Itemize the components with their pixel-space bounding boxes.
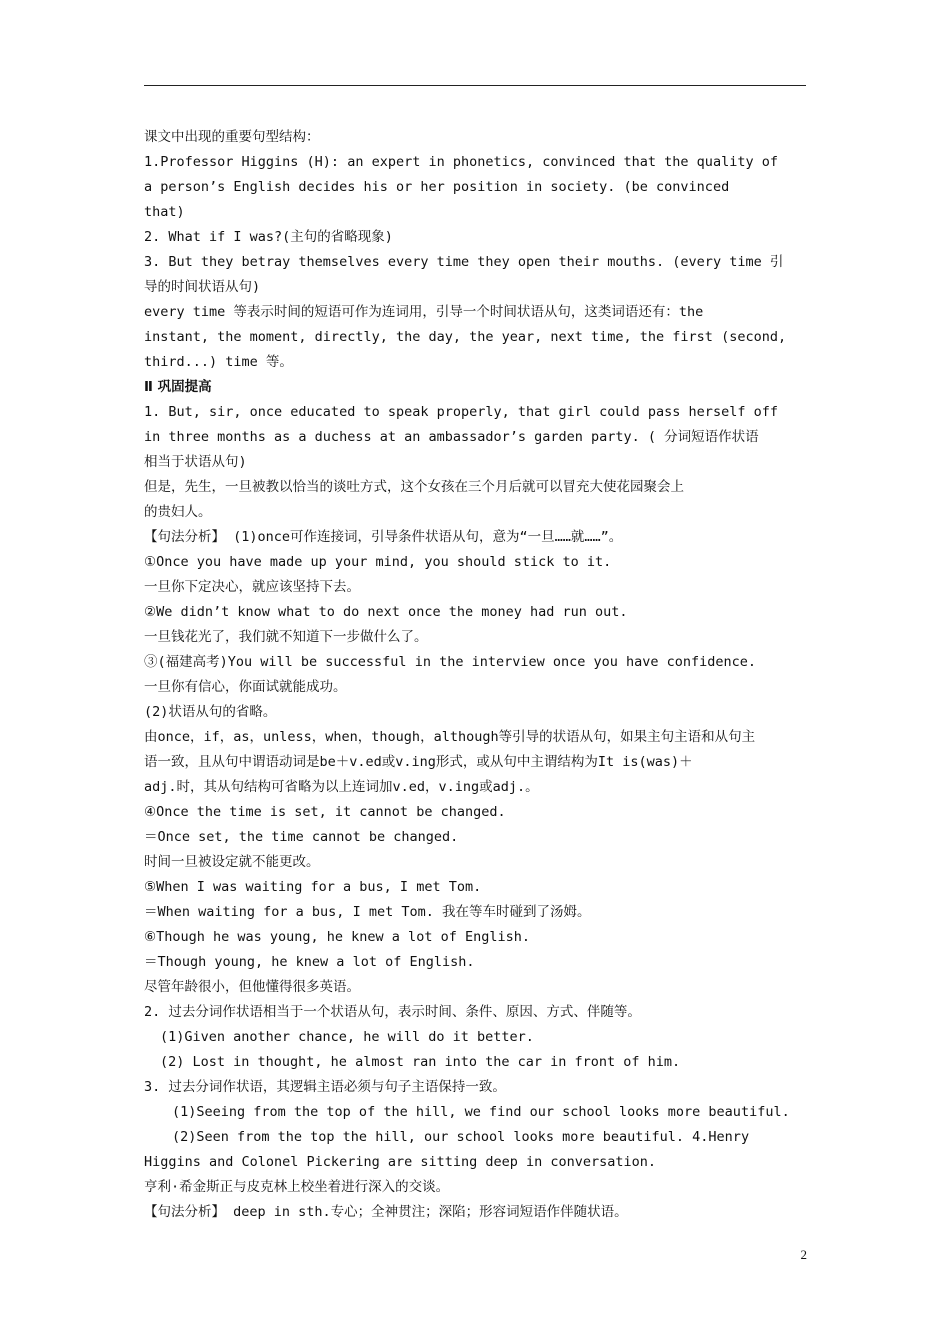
syntax-analysis: 【句法分析】 deep in sth.专心；全神贯注；深陷；形容词短语作伴随状语。	[144, 1204, 628, 1220]
example-translation: 尽管年龄很小，但他懂得很多英语。	[144, 979, 360, 995]
example-sentence: ＝When waiting for a bus, I met Tom. 我在等车时碰到了汤姆。	[144, 904, 591, 920]
text-line: 1. But, sir, once educated to speak properly, that girl could pass herself off	[144, 404, 778, 420]
text-line: instant, the moment, directly, the day, the year, next time, the first (second,	[144, 329, 787, 345]
example-sentence: ③(福建高考)You will be successful in the interview once you have confidence.	[144, 654, 757, 670]
example-sentence: (1)Seeing from the top of the hill, we find our school looks more beautiful.	[172, 1104, 790, 1120]
example-sentence: ⑥Though he was young, he knew a lot of English.	[144, 929, 530, 945]
text-line: 2. 过去分词作状语相当于一个状语从句，表示时间、条件、原因、方式、伴随等。	[144, 1004, 641, 1020]
text-line: Higgins and Colonel Pickering are sitting deep in conversation.	[144, 1154, 657, 1170]
example-sentence: (2)Seen from the top the hill, our school looks more beautiful. 4.Henry	[172, 1129, 750, 1145]
text-line: every time 等表示时间的短语可作为连词用，引导一个时间状语从句，这类词语还有：the	[144, 304, 704, 320]
example-sentence: ＝Once set, the time cannot be changed.	[144, 829, 459, 845]
subheading: (2)状语从句的省略。	[144, 704, 277, 720]
example-sentence: ②We didn’t know what to do next once the money had run out.	[144, 604, 628, 620]
example-translation: 一旦你下定决心，就应该坚持下去。	[144, 579, 360, 595]
syntax-analysis: 【句法分析】 (1)once可作连接词，引导条件状语从句，意为“一旦……就……”。	[144, 529, 623, 545]
example-sentence: (1)Given another chance, he will do it better.	[160, 1029, 534, 1045]
text-line: 由once，if，as，unless，when，though，although等引导的状语从句，如果主句主语和从句主	[144, 729, 756, 745]
text-line: 的贵妇人。	[144, 504, 212, 520]
example-sentence: (2) Lost in thought, he almost ran into the car in front of him.	[160, 1054, 681, 1070]
text-line: third...) time 等。	[144, 354, 293, 370]
text-line: 但是，先生，一旦被教以恰当的谈吐方式，这个女孩在三个月后就可以冒充大使花园聚会上	[144, 479, 684, 495]
example-translation: 亨利·希金斯正与皮克林上校坐着进行深入的交谈。	[144, 1179, 450, 1195]
text-line: 相当于状语从句)	[144, 454, 247, 470]
section-heading: 课文中出现的重要句型结构：	[144, 129, 320, 145]
page-number: 2	[800, 1247, 807, 1262]
text-line: 3. But they betray themselves every time they open their mouths. (every time 引	[144, 254, 784, 270]
text-line: adj.时，其从句结构可省略为以上连词加v.ed，v.ing或adj.。	[144, 779, 539, 795]
example-sentence: ④Once the time is set, it cannot be changed.	[144, 804, 506, 820]
text-line: 语一致，且从句中谓语动词是be＋v.ed或v.ing形式，或从句中主谓结构为It is(was)＋	[144, 754, 693, 770]
section-heading-consolidate: Ⅱ 巩固提高	[144, 379, 212, 395]
text-line: 2. What if I was?(主句的省略现象)	[144, 229, 393, 245]
example-sentence: ①Once you have made up your mind, you should stick to it.	[144, 554, 612, 570]
text-line: in three months as a duchess at an ambassador’s garden party. ( 分词短语作状语	[144, 429, 759, 445]
example-translation: 一旦你有信心，你面试就能成功。	[144, 679, 347, 695]
text-line: 1.Professor Higgins (H): an expert in phonetics, convinced that the quality of	[144, 154, 778, 170]
example-translation: 一旦钱花光了，我们就不知道下一步做什么了。	[144, 629, 428, 645]
example-sentence: ＝Though young, he knew a lot of English.	[144, 954, 475, 970]
text-line: 导的时间状语从句)	[144, 279, 261, 295]
example-translation: 时间一旦被设定就不能更改。	[144, 854, 320, 870]
text-line: a person’s English decides his or her position in society. (be convinced	[144, 179, 730, 195]
text-line: that)	[144, 204, 185, 220]
header-rule	[144, 85, 806, 86]
text-line: 3. 过去分词作状语，其逻辑主语必须与句子主语保持一致。	[144, 1079, 506, 1095]
example-sentence: ⑤When I was waiting for a bus, I met Tom.	[144, 879, 482, 895]
document-body	[144, 125, 806, 1225]
